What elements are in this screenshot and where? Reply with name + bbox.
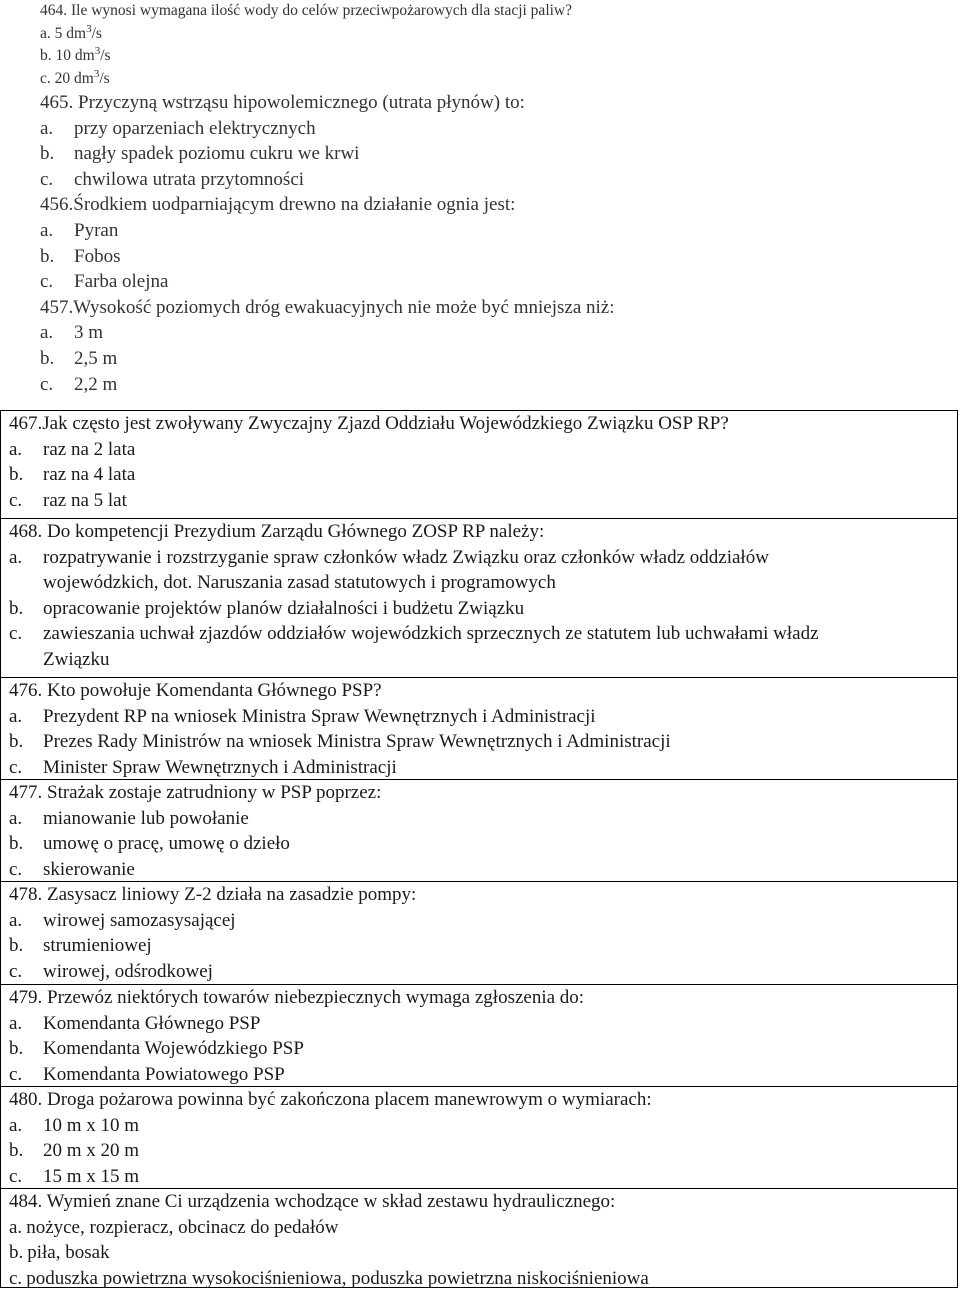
answer-option: c. Minister Spraw Wewnętrznych i Administracji [9, 756, 397, 778]
table-row-484 [1, 1189, 957, 1287]
table-row-477 [1, 780, 957, 882]
answer-option: a. Pyran [40, 219, 119, 241]
table-row-468 [1, 519, 957, 678]
answer-option: b. Prezes Rady Ministrów na wniosek Ministra Spraw Wewnętrznych i Administracji [9, 731, 671, 753]
question-456 [40, 192, 940, 294]
question-heading: 477. Strażak zostaje zatrudniony w PSP poprzez: [9, 782, 382, 803]
answer-option: c. 2,2 m [40, 373, 118, 395]
answer-option: c. 15 m x 15 m [9, 1165, 140, 1187]
answer-option: b. 20 m x 20 m [9, 1140, 140, 1162]
answer-option: b. nagły spadek poziomu cukru we krwi [40, 143, 360, 165]
answer-option: c. raz na 5 lat [9, 489, 127, 511]
answer-option: c. Farba olejna [40, 271, 169, 293]
answer-option: b. 2,5 m [40, 347, 118, 369]
answer-option: b. Fobos [40, 245, 121, 267]
answer-option: c. skierowanie [9, 858, 135, 880]
question-heading: 468. Do kompetencji Prezydium Zarządu Głównego ZOSP RP należy: [9, 521, 545, 542]
answer-option: c. 20 $dm^3/s$ [40, 67, 110, 87]
answer-option: c. zawieszania uchwał zjazdów oddziałów wojewódzkich sprzecznych ze statutem lub uchwałami władz [9, 623, 819, 645]
answer-option-continuation: Związku [43, 648, 110, 670]
question-heading: 457.Wysokość poziomych dróg ewakuacyjnych nie może być mniejsza niż: [40, 296, 615, 318]
question-464 [40, 0, 940, 90]
question-heading: 478. Zasysacz liniowy Z-2 działa na zasadzie pompy: [9, 884, 417, 905]
answer-option: c. chwilowa utrata przytomności [40, 168, 305, 190]
question-heading: 456.Środkiem uodparniającym drewno na działanie ognia jest: [40, 194, 516, 216]
questions-table [0, 410, 958, 1288]
answer-option: c. poduszka powietrzna wysokociśnieniowa, poduszka powietrzna niskociśnieniowa [9, 1267, 649, 1289]
answer-option: b. piła, bosak [9, 1242, 110, 1264]
question-heading: 465. Przyczyną wstrząsu hipowolemicznego (utrata płynów) to: [40, 92, 525, 113]
answer-option: a. wirowej samozasysającej [9, 909, 236, 931]
table-row-479 [1, 985, 957, 1087]
answer-option: a. 10 m x 10 m [9, 1114, 140, 1136]
question-heading: 476. Kto powołuje Komendanta Głównego PSP? [9, 680, 382, 701]
answer-option: a. nożyce, rozpieracz, obcinacz do pedałów [9, 1216, 339, 1238]
top-questions [40, 0, 940, 397]
question-heading: 464. Ile wynosi wymagana ilość wody do celów przeciwpożarowych dla stacji paliw? [40, 2, 573, 19]
answer-option: b. raz na 4 lata [9, 464, 136, 486]
question-heading: 480. Droga pożarowa powinna być zakończona placem manewrowym o wymiarach: [9, 1089, 652, 1110]
question-457 [40, 295, 940, 397]
answer-option: a. rozpatrywanie i rozstrzyganie spraw członków władz Związku oraz członków władz oddziałów [9, 546, 769, 568]
table-row-467 [1, 411, 957, 519]
answer-option: b. umowę o pracę, umowę o dzieło [9, 833, 290, 855]
question-heading: 484. Wymień znane Ci urządzenia wchodzące w skład zestawu hydraulicznego: [9, 1191, 616, 1212]
question-heading: 467.Jak często jest zwoływany Zwyczajny Zjazd Oddziału Wojewódzkiego Związku OSP RP? [9, 413, 729, 434]
answer-option: a. przy oparzeniach elektrycznych [40, 117, 316, 139]
table-row-480 [1, 1087, 957, 1189]
answer-option: b. 10 $dm^3/s$ [40, 45, 111, 64]
answer-option: a. raz na 2 lata [9, 438, 136, 460]
question-heading: 479. Przewóz niektórych towarów niebezpiecznych wymaga zgłoszenia do: [9, 987, 585, 1008]
answer-option: a. mianowanie lub powołanie [9, 807, 249, 829]
question-465 [40, 90, 940, 192]
answer-option: b. strumieniowej [9, 935, 152, 957]
answer-option: c. wirowej, odśrodkowej [9, 960, 213, 982]
answer-option: b. opracowanie projektów planów działalności i budżetu Związku [9, 597, 525, 619]
answer-option: c. Komendanta Powiatowego PSP [9, 1063, 285, 1085]
answer-option: a. 3 m [40, 322, 104, 344]
answer-option: a. 5 $dm^3/s$ [40, 22, 102, 42]
table-row-478 [1, 882, 957, 985]
answer-option: b. Komendanta Wojewódzkiego PSP [9, 1038, 304, 1060]
answer-option: a. Komendanta Głównego PSP [9, 1012, 261, 1034]
table-row-476 [1, 678, 957, 780]
answer-option-continuation: wojewódzkich, dot. Naruszania zasad statutowych i programowych [43, 572, 556, 594]
answer-option: a. Prezydent RP na wniosek Ministra Spraw Wewnętrznych i Administracji [9, 705, 596, 727]
